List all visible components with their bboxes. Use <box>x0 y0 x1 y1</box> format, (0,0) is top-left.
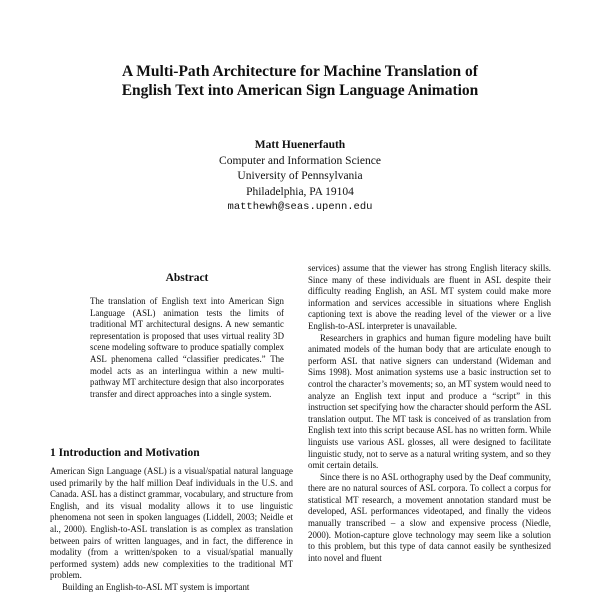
affiliation-dept: Computer and Information Science <box>219 154 381 167</box>
abstract-paragraph: The translation of English text into American Sign Language (ASL) animation tests the limits of traditional MT architectural designs. A new semantic representation is proposed that uses virtual reality 3D scene modeling software to produce spatially complex ASL phenomena called “classifier predicates.” The model acts as an interlingua within a new multi-pathway MT architecture design that also incorporates transfer and direct approaches into a single system. <box>90 296 284 399</box>
right-paragraph-2: Researchers in graphics and human figure modeling have built animated models of the human body that are articulate enough to perform ASL that native signers can understand (Wideman and Sims 1998). Most animation systems use a basic instruction set to control the character’s movements; so, an MT system would need to analyze an English text input and produce a “script” in this instruction set specifying how the character should perform the ASL translation output. The MT task is conceived of as translation from English text into this script because ASL has no written form. While linguists use various ASL glosses, all were designed to facilitate linguistic study, not to serve as a natural writing system, and so they omit certain details. <box>308 332 551 471</box>
intro-paragraph-1: American Sign Language (ASL) is a visual/spatial natural language used primarily by the half million Deaf individuals in the U.S. and Canada. ASL has a distinct grammar, vocabulary, and structure from English, and its visual modality allows it to use linguistic phenomena not seen in spoken languages (Liddell, 2003; Neidle et al., 2000). English-to-ASL translation is as complex as translation between pairs of written languages, and in fact, the difference in modality (from a written/spoken to a visual/spatial manually performed system) adds new complexities to the traditional MT problem. <box>50 466 293 581</box>
abstract-text <box>90 296 284 400</box>
author-email: matthewh@seas.upenn.edu <box>227 201 373 213</box>
paper-title <box>80 62 520 100</box>
section-heading-introduction: 1 Introduction and Motivation <box>50 447 200 459</box>
affiliation-university: University of Pennsylvania <box>237 170 363 182</box>
author-name: Matt Huenerfauth <box>254 139 346 151</box>
affiliation-city: Philadelphia, PA 19104 <box>246 185 354 198</box>
right-paragraph-3: Since there is no ASL orthography used by the Deaf community, there are no natural sources of ASL corpora. To collect a corpus for statistical MT research, a movement annotation standard must be developed, ASL performances videotaped, and finally the videos manually transcribed – a slow and expensive process (Niedle, 2000). Motion-capture glove technology may seem like a solution to this problem, but this type of data cannot easily be synthesized into novel and fluent <box>308 471 551 563</box>
right-column-body <box>308 263 551 564</box>
author-block <box>150 138 450 216</box>
right-paragraph-1: services) assume that the viewer has strong English literacy skills. Since many of these individuals are fluent in ASL despite their difficulty reading English, an ASL MT system could make more information and services accessible in situations where English captioning text is above the reading level of the viewer or a live English-to-ASL interpreter is unavailable. <box>308 263 551 331</box>
intro-paragraph-2: Building an English-to-ASL MT system is important <box>62 581 250 592</box>
title-line-1: A Multi-Path Architecture for Machine Translation of <box>122 63 478 80</box>
introduction-body <box>50 466 293 594</box>
abstract-heading: Abstract <box>165 272 209 284</box>
title-line-2: English Text into American Sign Language Animation <box>121 82 479 99</box>
